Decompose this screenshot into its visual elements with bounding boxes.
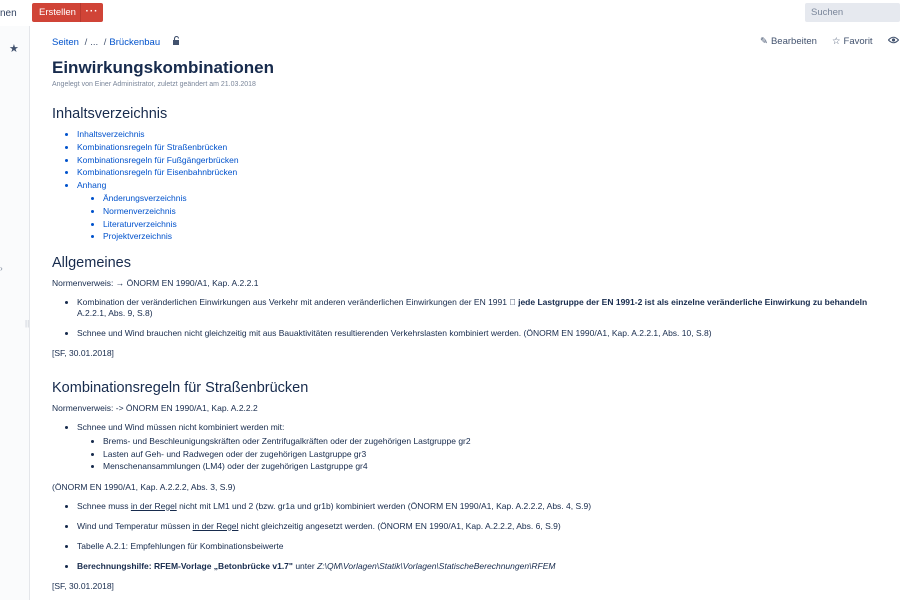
file-path: Z:\QM\Vorlagen\Statik\Vorlagen\StatischeBerechnungen\RFEM <box>317 560 556 571</box>
list-item-text: nicht mit LM1 und 2 (bzw. gr1a und gr1b) kombiniert werden (ÖNORM EN 1990/A1, Kap. A.2.2.2, Abs. 4, S.9) <box>176 500 592 511</box>
toc-subitem <box>103 205 900 218</box>
toc-item <box>77 166 900 179</box>
sidebar-resize-handle[interactable]: || <box>25 319 30 328</box>
norm-reference: Normenverweis: -> ÖNORM EN 1990/A1, Kap. A.2.2.2 <box>52 403 258 414</box>
star-icon[interactable]: ★ <box>9 43 19 55</box>
page-byline: Angelegt von Einer Administrator, zuletzt geändert am 21.03.2018 <box>52 81 256 88</box>
list-item-text: Kombination der veränderlichen Einwirkungen aus Verkehr mit anderen veränderlichen Einwirkungen der EN 1991 <box>77 297 516 308</box>
breadcrumb-separator: / <box>84 37 88 48</box>
breadcrumb-pages[interactable]: Seiten <box>52 37 79 48</box>
list-subitem-text: Lasten auf Geh- und Radwegen oder der zugehörigen Lastgruppe gr3 <box>103 448 367 459</box>
list-item-text: Tabelle A.2.1: Empfehlungen für Kombinationsbeiwerte <box>77 540 284 551</box>
toc-subitem <box>103 192 900 205</box>
toc-item <box>77 154 900 167</box>
toc-item <box>77 128 900 141</box>
list-item-underlined: in der Regel <box>192 520 239 531</box>
star-outline-icon: ☆ <box>832 36 841 47</box>
top-navigation-bar <box>0 0 900 26</box>
list-item <box>77 541 900 552</box>
sidebar <box>0 26 30 600</box>
sidebar-expand-icon[interactable]: › <box>0 264 3 273</box>
toc-link[interactable]: Kombinationsregeln für Fußgängerbrücken <box>77 154 239 165</box>
list-item <box>77 328 900 339</box>
toc-link[interactable]: Normenverzeichnis <box>103 205 176 216</box>
author-stamp: [SF, 30.01.2018] <box>52 348 114 359</box>
list-subitem <box>103 460 900 473</box>
list-item-text: Schnee muss <box>77 500 131 511</box>
bullet-list <box>77 422 900 473</box>
breadcrumb-ellipsis[interactable]: ... <box>90 37 99 48</box>
breadcrumb-separator: / <box>103 37 107 48</box>
author-stamp: [SF, 30.01.2018] <box>52 580 114 591</box>
list-item-text: Schnee und Wind brauchen nicht gleichzeitig mit aus Bauaktivitäten resultierenden Verkehrslasten kombiniert werden. (ÖNORM EN 1990/A1, Kap. A.2.2.1, Abs. 10, S.8) <box>77 328 712 339</box>
section-heading-strassenbruecken: Kombinationsregeln für Straßenbrücken <box>52 380 309 397</box>
list-item <box>77 501 900 512</box>
list-item <box>77 297 900 319</box>
page-title: Einwirkungskombinationen <box>52 58 274 77</box>
toc-item <box>77 141 900 154</box>
favorite-button[interactable] <box>832 36 873 47</box>
create-button[interactable]: Erstellen <box>32 3 83 22</box>
section-heading-allgemeines: Allgemeines <box>52 255 131 272</box>
list-item <box>77 521 900 532</box>
create-more-button[interactable]: ··· <box>80 3 103 22</box>
list-item <box>77 422 900 473</box>
toc-subitem <box>103 230 900 243</box>
watch-button[interactable] <box>888 36 900 47</box>
toc-link[interactable]: Kombinationsregeln für Eisenbahnbrücken <box>77 167 238 178</box>
bullet-list <box>77 297 900 339</box>
list-item <box>77 561 900 572</box>
toc-heading: Inhaltsverzeichnis <box>52 106 168 122</box>
list-subitem-text: Brems- und Beschleunigungskräften oder Zentrifugalkräften oder der zugehörigen Lastgruppe gr2 <box>103 436 471 447</box>
favorite-label: Favorit <box>843 36 873 47</box>
pencil-icon: ✎ <box>760 36 768 47</box>
breadcrumb <box>52 36 181 48</box>
list-subitem-text: Menschenansammlungen (LM4) oder der zugehörigen Lastgruppe gr4 <box>103 461 368 472</box>
list-item-text: Schnee und Wind müssen nicht kombiniert werden mit: <box>77 422 285 433</box>
list-item-bold-text: Berechnungshilfe: RFEM-Vorlage „Betonbrücke v1.7" <box>77 560 293 571</box>
unlock-icon[interactable] <box>172 36 181 47</box>
list-item-text: unter <box>292 560 318 571</box>
source-reference: (ÖNORM EN 1990/A1, Kap. A.2.2.2, Abs. 3, S.9) <box>52 481 236 492</box>
list-item-text: nicht gleichzeitig angesetzt werden. (ÖNORM EN 1990/A1, Kap. A.2.2.2, Abs. 6, S.9) <box>238 520 561 531</box>
list-item-reference: A.2.2.1, Abs. 9, S.8) <box>77 308 153 319</box>
toc-link[interactable]: Kombinationsregeln für Straßenbrücken <box>77 141 228 152</box>
list-item-underlined: in der Regel <box>130 500 177 511</box>
list-item-bold-text: jede Lastgruppe der EN 1991-2 ist als einzelne veränderliche Einwirkung zu behandeln <box>515 297 868 308</box>
list-subitem <box>103 448 900 461</box>
app-switcher-label[interactable]: nen <box>0 8 17 19</box>
search-input[interactable]: Suchen <box>805 3 900 22</box>
toc-link[interactable]: Änderungsverzeichnis <box>103 192 187 203</box>
norm-reference: Normenverweis: → ÖNORM EN 1990/A1, Kap. A.2.2.1 <box>52 278 259 289</box>
edit-button[interactable] <box>760 36 817 47</box>
bullet-list <box>77 501 900 572</box>
toc-link[interactable]: Projektverzeichnis <box>103 231 172 242</box>
toc-link[interactable]: Literaturverzeichnis <box>103 218 177 229</box>
list-subitem <box>103 435 900 448</box>
table-of-contents <box>77 128 900 243</box>
eye-icon <box>888 36 899 47</box>
toc-link[interactable]: Anhang <box>77 180 107 191</box>
toc-link[interactable]: Inhaltsverzeichnis <box>77 129 145 139</box>
edit-label: Bearbeiten <box>770 36 817 47</box>
list-item-text: Wind und Temperatur müssen <box>77 520 193 531</box>
toc-subitem <box>103 218 900 231</box>
page-content <box>52 58 900 591</box>
toc-item <box>77 179 900 243</box>
breadcrumb-brueckenbau[interactable]: Brückenbau <box>109 37 161 48</box>
